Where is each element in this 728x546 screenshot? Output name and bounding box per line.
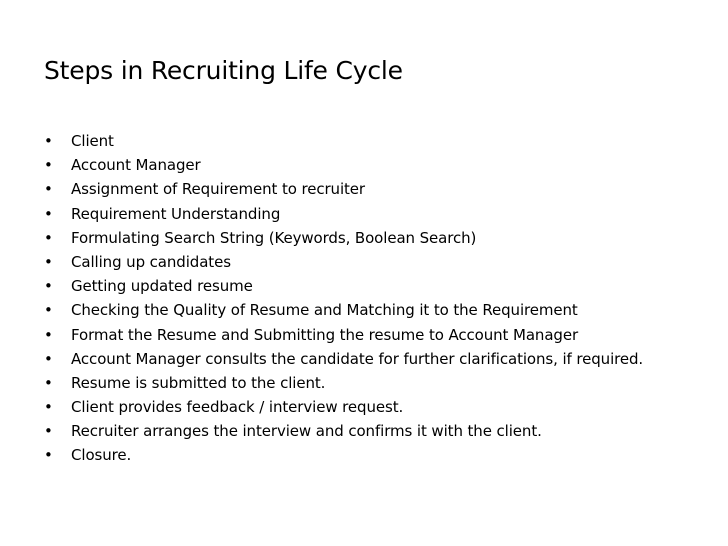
bullet-dot-icon: •: [44, 373, 53, 392]
bullet-item: [44, 419, 643, 443]
bullet-text: Formulating Search String (Keywords, Boolean Search): [71, 228, 477, 247]
bullet-text: Account Manager: [71, 156, 201, 175]
bullet-dot-icon: •: [44, 156, 53, 175]
bullet-text: Assignment of Requirement to recruiter: [71, 180, 366, 199]
bullet-item: [44, 298, 643, 322]
bullet-text: Getting updated resume: [71, 277, 253, 296]
bullet-text: Recruiter arranges the interview and confirms it with the client.: [71, 422, 542, 441]
bullet-text: Client provides feedback / interview request.: [71, 398, 404, 417]
bullet-item: [44, 129, 643, 153]
bullet-text: Client: [71, 132, 114, 150]
bullet-text: Requirement Understanding: [71, 204, 281, 223]
bullet-item: [44, 177, 643, 201]
bullet-dot-icon: •: [44, 204, 53, 223]
bullet-text: Resume is submitted to the client.: [71, 373, 326, 392]
bullet-dot-icon: •: [44, 422, 53, 441]
bullet-item: [44, 202, 643, 226]
bullet-text: Account Manager consults the candidate for further clarifications, if required.: [71, 349, 644, 368]
bullet-dot-icon: •: [44, 325, 53, 344]
slide-title: Steps in Recruiting Life Cycle: [44, 56, 403, 85]
bullet-dot-icon: •: [44, 301, 53, 320]
bullet-item: [44, 250, 643, 274]
bullet-item: [44, 347, 643, 371]
bullet-dot-icon: •: [44, 252, 53, 271]
bullet-dot-icon: •: [44, 349, 53, 368]
bullet-item: [44, 323, 643, 347]
bullet-text: Closure.: [71, 446, 132, 465]
bullet-dot-icon: •: [44, 180, 53, 199]
bullet-item: [44, 274, 643, 298]
bullet-item: [44, 226, 643, 250]
bullet-dot-icon: •: [44, 446, 53, 465]
bullet-text: Format the Resume and Submitting the resume to Account Manager: [71, 325, 579, 344]
bullet-dot-icon: •: [44, 277, 53, 296]
bullet-text: Checking the Quality of Resume and Matching it to the Requirement: [71, 301, 578, 320]
bullet-dot-icon: •: [44, 398, 53, 417]
bullet-dot-icon: •: [44, 228, 53, 247]
bullet-item: [44, 395, 643, 419]
bullet-item: [44, 153, 643, 177]
bullet-list: [44, 129, 643, 468]
bullet-text: Calling up candidates: [71, 252, 231, 271]
bullet-item: [44, 443, 643, 467]
bullet-dot-icon: •: [44, 132, 53, 150]
bullet-item: [44, 371, 643, 395]
